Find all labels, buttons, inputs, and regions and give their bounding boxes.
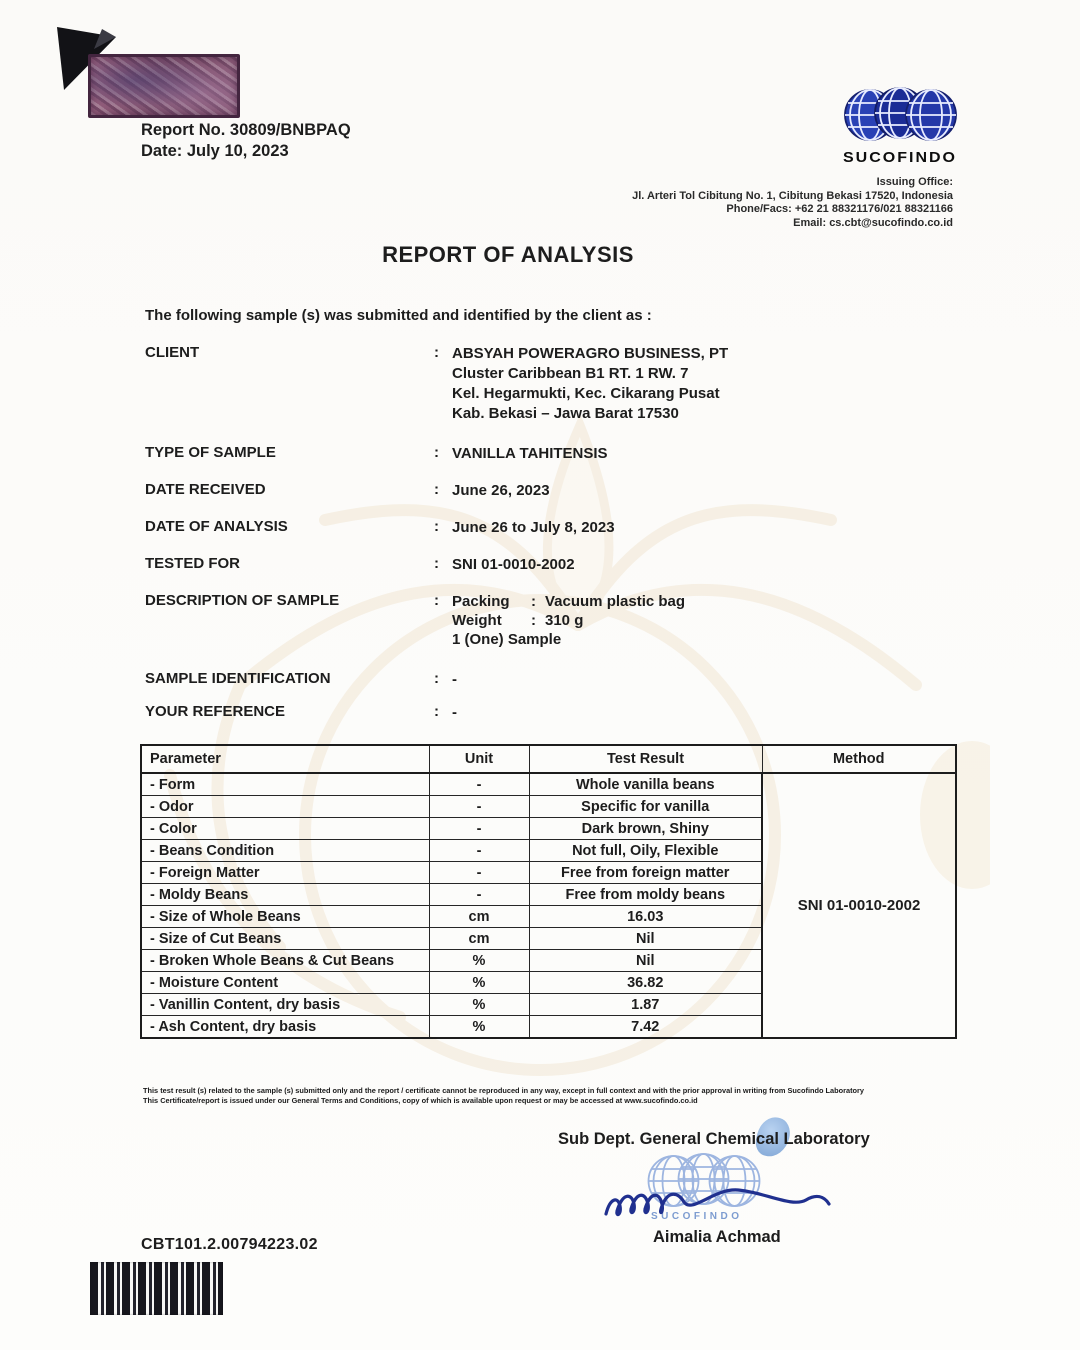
- info-text: Vacuum plastic bag: [545, 593, 686, 610]
- info-subseparator: :: [531, 612, 536, 629]
- info-separator: :: [434, 670, 439, 687]
- table-body: [141, 773, 956, 1038]
- info-separator: :: [434, 703, 439, 720]
- info-label: YOUR REFERENCE: [145, 703, 286, 720]
- report-date: Date: July 10, 2023: [141, 142, 289, 160]
- info-value-line: [452, 364, 955, 384]
- info-separator: :: [434, 444, 439, 461]
- analysis-results-table: [140, 744, 957, 1039]
- info-row: [145, 670, 955, 689]
- result-cell: Free from moldy beans: [529, 884, 762, 906]
- info-rows: [145, 344, 955, 740]
- info-text: -: [452, 671, 457, 688]
- info-value: [452, 518, 955, 537]
- info-row: [145, 481, 955, 500]
- logo-wordmark: SUCOFINDO: [843, 149, 957, 166]
- result-cell: 36.82: [529, 972, 762, 994]
- parameter-cell: - Size of Whole Beans: [141, 906, 429, 928]
- info-label: TESTED FOR: [145, 555, 241, 572]
- info-separator: :: [434, 344, 439, 361]
- info-row: [145, 344, 955, 424]
- info-text: June 26 to July 8, 2023: [452, 519, 615, 536]
- info-separator: :: [434, 481, 439, 498]
- result-cell: Whole vanilla beans: [529, 773, 762, 796]
- parameter-cell: - Ash Content, dry basis: [141, 1016, 429, 1039]
- purple-ink-stamp: [88, 54, 240, 118]
- info-value: [452, 592, 955, 649]
- result-cell: 7.42: [529, 1016, 762, 1039]
- info-label: CLIENT: [145, 344, 200, 361]
- info-value-line: [452, 404, 955, 424]
- info-label: DESCRIPTION OF SAMPLE: [145, 592, 340, 609]
- info-value-line: [452, 670, 955, 689]
- info-subkey: Packing: [452, 593, 510, 610]
- result-cell: 1.87: [529, 994, 762, 1016]
- unit-cell: %: [429, 950, 529, 972]
- page-title: REPORT OF ANALYSIS: [382, 242, 634, 267]
- info-value-line: [452, 611, 955, 630]
- table-column-header: Method: [762, 745, 956, 773]
- result-cell: Dark brown, Shiny: [529, 818, 762, 840]
- info-text: SNI 01-0010-2002: [452, 556, 575, 573]
- parameter-cell: - Vanillin Content, dry basis: [141, 994, 429, 1016]
- company-logo: [843, 86, 973, 167]
- parameter-cell: - Odor: [141, 796, 429, 818]
- info-text: VANILLA TAHITENSIS: [452, 445, 608, 462]
- info-value: [452, 344, 955, 424]
- report-number: Report No. 30809/BNBPAQ: [141, 121, 351, 139]
- unit-cell: -: [429, 840, 529, 862]
- unit-cell: -: [429, 862, 529, 884]
- department-title: Sub Dept. General Chemical Laboratory: [558, 1130, 870, 1148]
- result-cell: Specific for vanilla: [529, 796, 762, 818]
- signer-name: Aimalia Achmad: [653, 1228, 781, 1246]
- info-row: [145, 703, 955, 722]
- disclaimer-block: [143, 1086, 948, 1106]
- info-text: Kel. Hegarmukti, Kec. Cikarang Pusat: [452, 385, 720, 402]
- table-header-row: [141, 745, 956, 773]
- info-row: [145, 444, 955, 463]
- parameter-cell: - Size of Cut Beans: [141, 928, 429, 950]
- issuing-office-block: [632, 176, 953, 230]
- info-separator: :: [434, 518, 439, 535]
- unit-cell: -: [429, 884, 529, 906]
- info-value-line: [452, 555, 955, 574]
- info-label: DATE OF ANALYSIS: [145, 518, 288, 535]
- parameter-cell: - Broken Whole Beans & Cut Beans: [141, 950, 429, 972]
- issuing-office-email: Email: cs.cbt@sucofindo.co.id: [793, 216, 953, 229]
- info-value-line: [452, 444, 955, 463]
- info-value: [452, 481, 955, 500]
- issuing-office-phone: Phone/Facs: +62 21 88321176/021 88321166: [726, 203, 953, 215]
- globes-logo-icon: [843, 86, 958, 142]
- parameter-cell: - Foreign Matter: [141, 862, 429, 884]
- result-cell: Not full, Oily, Flexible: [529, 840, 762, 862]
- info-text: June 26, 2023: [452, 482, 550, 499]
- info-subseparator: :: [531, 593, 536, 610]
- info-text: ABSYAH POWERAGRO BUSINESS, PT: [452, 345, 729, 362]
- report-number-block: [141, 120, 351, 162]
- info-label: TYPE OF SAMPLE: [145, 444, 276, 461]
- unit-cell: %: [429, 994, 529, 1016]
- info-separator: :: [434, 592, 439, 609]
- unit-cell: -: [429, 796, 529, 818]
- unit-cell: %: [429, 1016, 529, 1039]
- handwritten-signature: [596, 1174, 836, 1230]
- info-value-line: [452, 384, 955, 404]
- info-text: 310 g: [545, 612, 584, 629]
- table-column-header: Unit: [429, 745, 529, 773]
- info-value-line: [452, 518, 955, 537]
- unit-cell: cm: [429, 906, 529, 928]
- issuing-office-address: Jl. Arteri Tol Cibitung No. 1, Cibitung Bekasi 17520, Indonesia: [632, 189, 953, 202]
- result-cell: Free from foreign matter: [529, 862, 762, 884]
- info-value: [452, 703, 955, 722]
- barcode: [90, 1262, 223, 1315]
- info-value: [452, 555, 955, 574]
- disclaimer-line-1: This test result (s) related to the sample (s) submitted only and the report / certificate cannot be reproduced in any way, except in full context and with the prior approval in writing from Sucofindo Laboratory: [143, 1086, 865, 1095]
- unit-cell: %: [429, 972, 529, 994]
- info-row: [145, 555, 955, 574]
- parameter-cell: - Moldy Beans: [141, 884, 429, 906]
- info-text: Kab. Bekasi – Jawa Barat 17530: [452, 405, 679, 422]
- parameter-cell: - Moisture Content: [141, 972, 429, 994]
- info-subkey: Weight: [452, 612, 502, 629]
- table-column-header: Test Result: [529, 745, 762, 773]
- info-row: [145, 592, 955, 649]
- document-code: CBT101.2.00794223.02: [141, 1236, 318, 1253]
- method-cell: SNI 01-0010-2002: [762, 773, 956, 1038]
- info-text: -: [452, 704, 457, 721]
- info-value-line: [452, 703, 955, 722]
- info-value-line: [452, 592, 955, 611]
- info-value-line: [452, 630, 955, 649]
- parameter-cell: - Color: [141, 818, 429, 840]
- result-cell: 16.03: [529, 906, 762, 928]
- unit-cell: -: [429, 818, 529, 840]
- unit-cell: -: [429, 773, 529, 796]
- table-column-header: Parameter: [141, 745, 429, 773]
- info-value: [452, 670, 955, 689]
- result-cell: Nil: [529, 928, 762, 950]
- info-value-line: [452, 481, 955, 500]
- disclaimer-line-2: This Certificate/report is issued under our General Terms and Conditions, copy of which is available upon request or may be accessed at www.sucofindo.co.id: [143, 1096, 698, 1105]
- result-cell: Nil: [529, 950, 762, 972]
- info-separator: :: [434, 555, 439, 572]
- info-value: [452, 444, 955, 463]
- intro-line: The following sample (s) was submitted and identified by the client as :: [145, 307, 652, 324]
- info-label: DATE RECEIVED: [145, 481, 266, 498]
- parameter-cell: - Beans Condition: [141, 840, 429, 862]
- info-text: 1 (One) Sample: [452, 631, 562, 648]
- info-value-line: [452, 344, 955, 364]
- issuing-office-title: Issuing Office:: [876, 176, 953, 188]
- table-row: [141, 773, 956, 796]
- info-row: [145, 518, 955, 537]
- signature-stamp-wordmark: SUCOFINDO: [651, 1211, 743, 1222]
- info-text: Cluster Caribbean B1 RT. 1 RW. 7: [452, 365, 689, 382]
- unit-cell: cm: [429, 928, 529, 950]
- info-label: SAMPLE IDENTIFICATION: [145, 670, 331, 687]
- parameter-cell: - Form: [141, 773, 429, 796]
